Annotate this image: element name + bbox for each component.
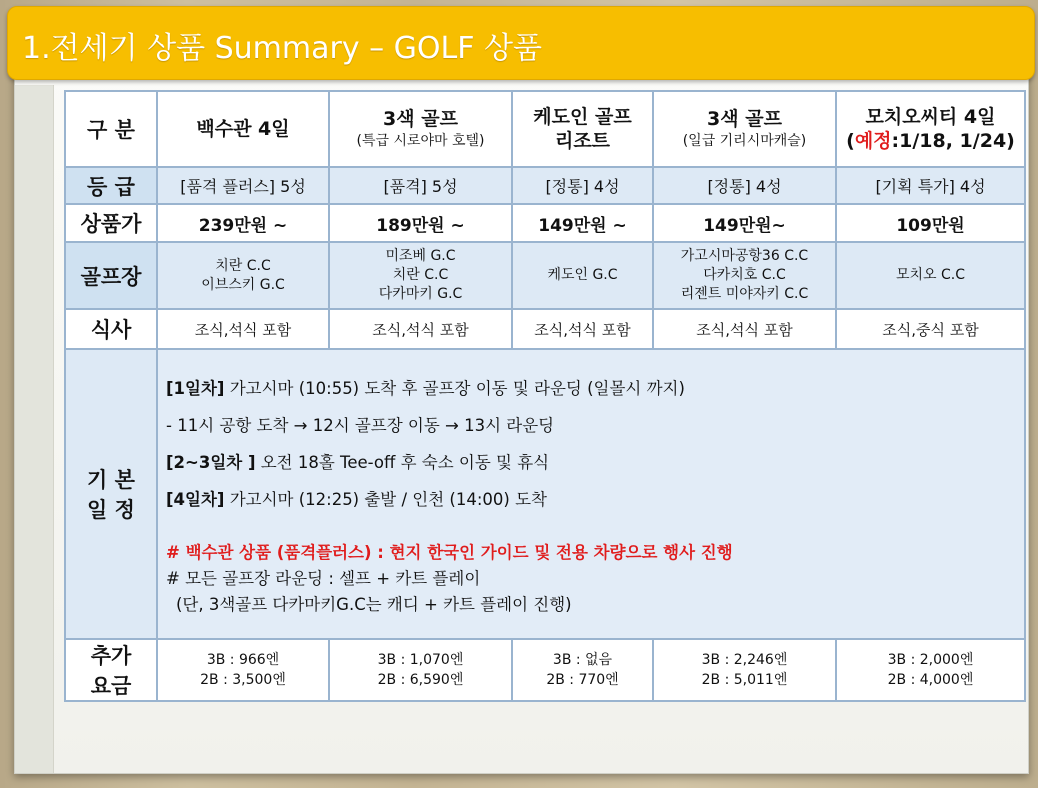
fee-3b: 3B : 없음 — [552, 652, 613, 668]
extra-fee-label-line1: 추가 — [90, 644, 132, 668]
day23-label: [2~3일차 ] — [166, 453, 256, 472]
product-name-2: 3색 골프 — [383, 108, 458, 130]
product-subtitle-5 — [837, 129, 1024, 153]
cart-note: # 모든 골프장 라운딩 : 셀프 + 카트 플레이 — [166, 569, 481, 588]
fee-2b: 2B : 6,590엔 — [377, 672, 464, 688]
fee-2b: 2B : 5,011엔 — [701, 672, 788, 688]
fee-3b: 3B : 966엔 — [206, 652, 280, 668]
course-cell — [836, 242, 1025, 309]
day4-label: [4일차] — [166, 490, 225, 509]
course-name: 리젠트 미야자키 C.C — [680, 286, 809, 302]
title-banner — [7, 6, 1035, 80]
category-row — [65, 91, 1025, 167]
grade-row — [65, 167, 1025, 204]
price-row — [65, 204, 1025, 242]
product-subtitle-2: (특급 시로야마 호텔) — [356, 133, 485, 149]
price-cell: 109만원 — [836, 204, 1025, 242]
day1-text: 가고시마 (10:55) 도착 후 골프장 이동 및 라운딩 (일몰시 까지) — [224, 379, 685, 398]
fee-2b: 2B : 770엔 — [546, 672, 619, 688]
grade-cell: [품격 플러스] 5성 — [157, 167, 329, 204]
product-name-1: 백수관 4일 — [196, 118, 290, 140]
schedule-label — [65, 349, 157, 639]
day4-line — [166, 481, 1024, 518]
course-name: 가고시마공항36 C.C — [680, 248, 809, 264]
board-edge-strip — [15, 85, 54, 773]
schedule-content — [157, 349, 1025, 639]
extra-fee-label — [65, 639, 157, 701]
course-cell — [512, 242, 653, 309]
meal-label: 식사 — [65, 309, 157, 349]
grade-label: 등 급 — [65, 167, 157, 204]
course-name: 다카치호 C.C — [703, 267, 786, 283]
fee-cell — [329, 639, 512, 701]
product-header-3 — [512, 91, 653, 167]
product-name-5: 모치오씨티 4일 — [865, 106, 996, 128]
product-subtitle-4: (일급 기리시마캐슬) — [682, 133, 807, 149]
product-name-4: 3색 골프 — [707, 108, 782, 130]
fee-cell — [653, 639, 836, 701]
golf-course-label: 골프장 — [65, 242, 157, 309]
fee-3b: 3B : 1,070엔 — [377, 652, 464, 668]
caddie-note: (단, 3색골프 다카마키G.C는 캐디 + 카트 플레이 진행) — [176, 595, 572, 614]
schedule-row — [65, 349, 1025, 639]
scheduled-tag: 예정 — [854, 130, 892, 152]
product-name-3: 케도인 골프 — [533, 106, 632, 128]
day1-detail: - 11시 공항 도착 → 12시 골프장 이동 → 13시 라운딩 — [166, 416, 555, 435]
grade-cell: [기획 특가] 4성 — [836, 167, 1025, 204]
fee-2b: 2B : 3,500엔 — [200, 672, 286, 688]
product-header-2 — [329, 91, 512, 167]
course-cell — [329, 242, 512, 309]
course-cell — [653, 242, 836, 309]
golf-product-summary-table — [64, 90, 1026, 702]
product-header-1 — [157, 91, 329, 167]
meal-row — [65, 309, 1025, 349]
fee-cell — [836, 639, 1025, 701]
golf-course-row — [65, 242, 1025, 309]
day23-text: 오전 18홀 Tee-off 후 숙소 이동 및 휴식 — [255, 453, 550, 472]
price-cell: 149만원 ~ — [512, 204, 653, 242]
fee-3b: 3B : 2,246엔 — [701, 652, 788, 668]
fee-2b: 2B : 4,000엔 — [887, 672, 974, 688]
extra-fee-label-line2: 요금 — [90, 674, 132, 698]
category-label: 구 분 — [65, 91, 157, 167]
grade-cell: [정통] 4성 — [512, 167, 653, 204]
fee-3b: 3B : 2,000엔 — [887, 652, 974, 668]
day1-line — [166, 370, 1024, 407]
day1-label: [1일차] — [166, 379, 225, 398]
product-subtitle-3: 리조트 — [554, 130, 611, 152]
fee-cell — [512, 639, 653, 701]
grade-cell: [정통] 4성 — [653, 167, 836, 204]
guide-note: # 백수관 상품 (품격플러스) : 현지 한국인 가이드 및 전용 차량으로 행사 진행 — [166, 543, 733, 562]
course-name: 케도인 G.C — [547, 267, 618, 283]
course-name: 모치오 C.C — [895, 267, 966, 283]
schedule-label-line1: 기 본 — [87, 468, 135, 492]
page-title: 1.전세기 상품 Summary – GOLF 상품 — [22, 31, 542, 66]
meal-cell: 조식,석식 포함 — [329, 309, 512, 349]
course-cell — [157, 242, 329, 309]
price-cell: 149만원~ — [653, 204, 836, 242]
extra-fee-row — [65, 639, 1025, 701]
price-cell: 189만원 ~ — [329, 204, 512, 242]
course-name: 미조베 G.C — [385, 248, 456, 264]
meal-cell: 조식,석식 포함 — [653, 309, 836, 349]
course-name: 이브스키 G.C — [201, 276, 285, 293]
schedule-label-line2: 일 정 — [87, 498, 135, 522]
price-cell: 239만원 ~ — [157, 204, 329, 242]
day4-text: 가고시마 (12:25) 출발 / 인천 (14:00) 도착 — [224, 490, 547, 509]
grade-cell: [품격] 5성 — [329, 167, 512, 204]
product-header-4 — [653, 91, 836, 167]
course-name: 다카마키 G.C — [378, 286, 463, 302]
subtitle-dates: :1/18, 1/24) — [891, 130, 1015, 152]
price-label: 상품가 — [65, 204, 157, 242]
meal-cell: 조식,중식 포함 — [836, 309, 1025, 349]
product-header-5 — [836, 91, 1025, 167]
course-name: 치란 C.C — [392, 267, 449, 283]
course-name: 치란 C.C — [215, 257, 271, 274]
day23-line — [166, 444, 1024, 481]
subtitle-prefix: ( — [846, 130, 855, 152]
fee-cell — [157, 639, 329, 701]
meal-cell: 조식,석식 포함 — [157, 309, 329, 349]
meal-cell: 조식,석식 포함 — [512, 309, 653, 349]
